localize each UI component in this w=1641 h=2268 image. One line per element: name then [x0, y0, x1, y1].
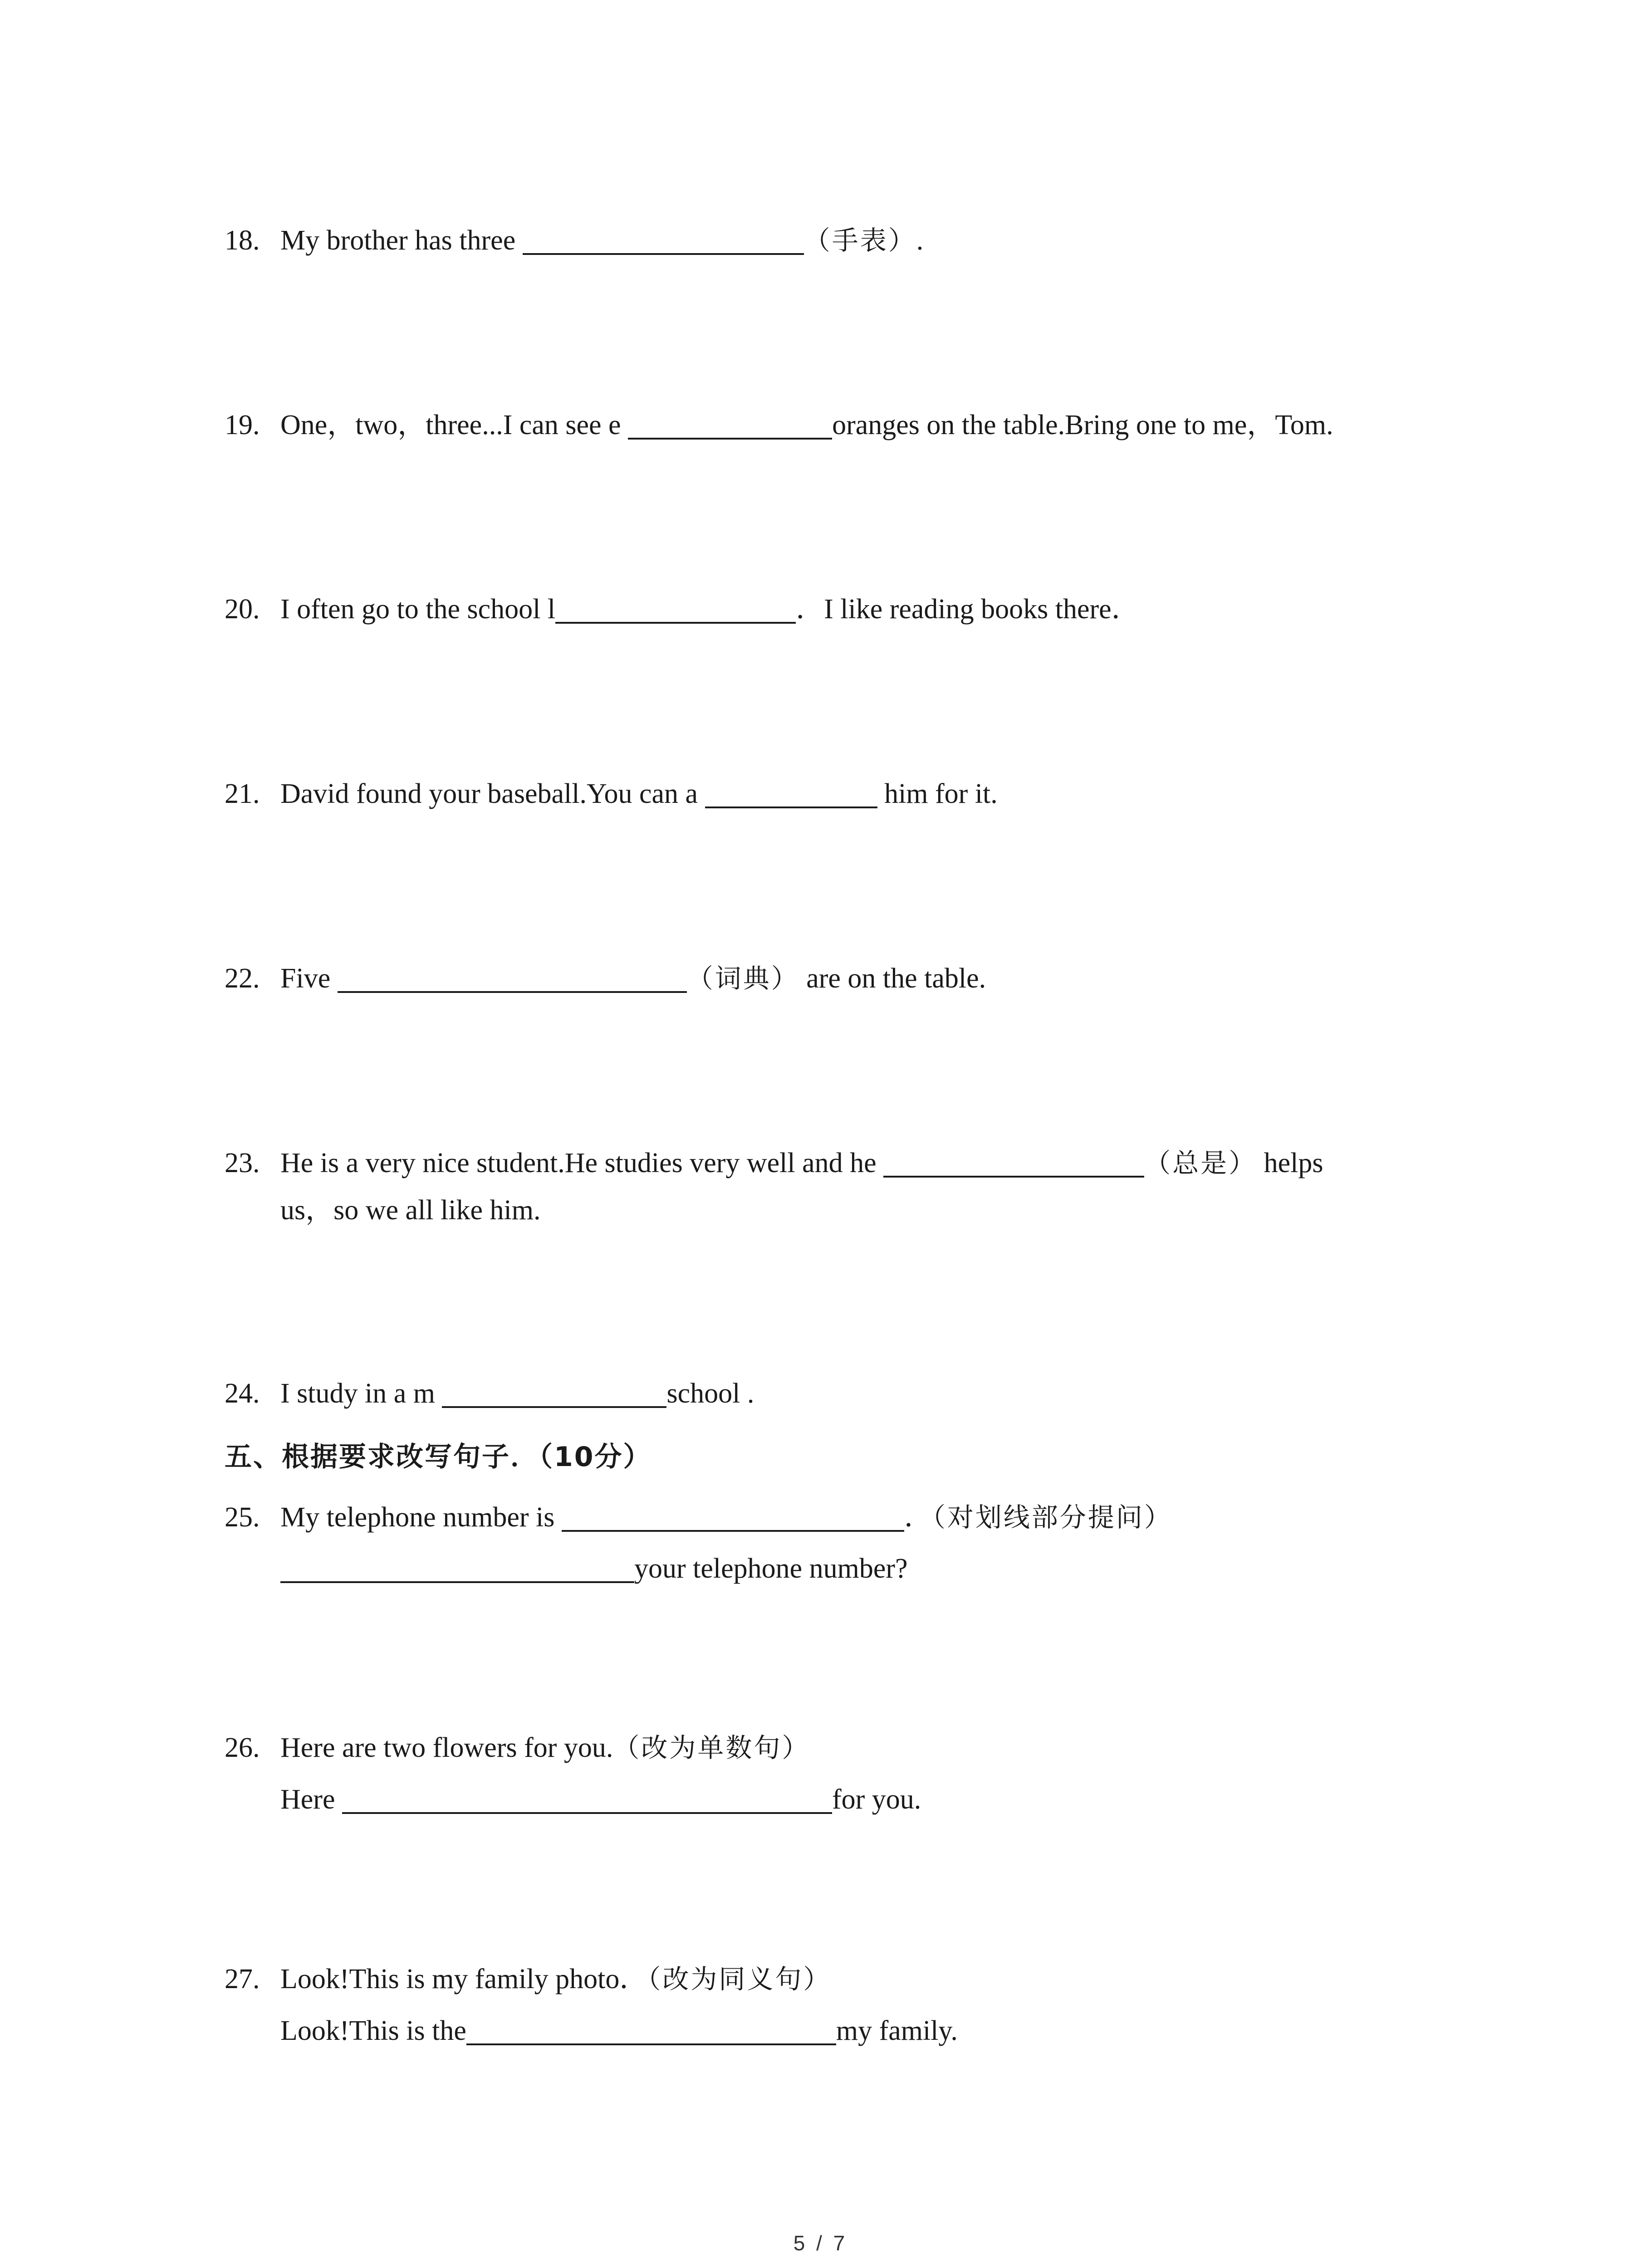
page-number: 5 / 7 — [793, 2231, 848, 2255]
question-text: David found your baseball.You can a — [280, 778, 705, 809]
section-heading: 五、根据要求改写句子．（10分） — [225, 1441, 652, 1473]
question-text: My telephone number is — [280, 1502, 562, 1533]
question-23 — [225, 1145, 1323, 1181]
question-26-line2 — [280, 1781, 921, 1818]
question-24 — [225, 1375, 754, 1412]
question-number: 24. — [225, 1378, 260, 1409]
question-number: 21. — [225, 778, 260, 809]
question-text-end: are on the table. — [799, 963, 986, 994]
question-25 — [225, 1499, 1172, 1535]
question-text-end: my family. — [836, 2015, 958, 2046]
answer-blank[interactable] — [523, 224, 804, 255]
question-22 — [225, 960, 986, 997]
hint-text: （改为单数句） — [613, 1732, 810, 1763]
question-18 — [225, 222, 923, 259]
question-text-end: for you. — [832, 1784, 921, 1815]
answer-blank[interactable] — [442, 1377, 666, 1408]
question-text-end: him for it. — [877, 778, 998, 809]
question-27 — [225, 1961, 831, 1997]
answer-blank[interactable] — [342, 1783, 832, 1814]
question-text: Here — [280, 1784, 342, 1815]
question-number: 18. — [225, 225, 260, 256]
answer-blank[interactable] — [562, 1501, 904, 1532]
question-number: 27. — [225, 1964, 260, 1994]
question-text-end: ． — [904, 1502, 932, 1533]
question-text-end: helps — [1257, 1148, 1323, 1178]
question-25-line2 — [280, 1550, 908, 1587]
question-text: Five — [280, 963, 338, 994]
hint-text: （总是） — [1144, 1148, 1257, 1178]
question-text-end: ．I like reading books there． — [796, 594, 1140, 625]
question-number: 25. — [225, 1502, 260, 1533]
question-20 — [225, 591, 1140, 627]
answer-blank[interactable] — [466, 2014, 836, 2045]
question-number: 22. — [225, 963, 260, 994]
answer-blank[interactable] — [883, 1147, 1144, 1178]
question-27-line2 — [280, 2013, 958, 2049]
question-21 — [225, 776, 998, 812]
answer-blank[interactable] — [338, 962, 687, 993]
answer-blank[interactable] — [555, 593, 796, 624]
question-text: Look!This is my family photo． — [280, 1964, 648, 1994]
answer-blank[interactable] — [705, 777, 877, 808]
question-text: Look!This is the — [280, 2015, 466, 2046]
hint-text: （手表） — [803, 225, 916, 256]
question-number: 20. — [225, 594, 260, 625]
question-text: One，two，three...I can see e — [280, 410, 628, 440]
question-19 — [225, 407, 1333, 443]
question-number: 26. — [225, 1732, 260, 1763]
answer-blank[interactable] — [628, 409, 832, 440]
hint-text: （对划线部分提问） — [932, 1502, 1172, 1533]
question-text: I often go to the school l — [280, 594, 556, 625]
question-text-end: school . — [666, 1378, 754, 1409]
question-number: 23. — [225, 1148, 260, 1178]
question-text: My brother has three — [280, 225, 523, 256]
question-26 — [225, 1730, 810, 1766]
question-text-end: oranges on the table.Bring one to me，Tom. — [832, 410, 1333, 440]
answer-blank[interactable] — [280, 1552, 634, 1583]
question-text-end: your telephone number? — [634, 1553, 908, 1584]
hint-text: （词典） — [686, 963, 799, 994]
question-23-line2: us，so we all like him. — [280, 1195, 541, 1226]
question-text-end: . — [916, 225, 924, 256]
question-text: Here are two flowers for you. — [280, 1732, 613, 1763]
hint-text: （改为同义句） — [647, 1964, 832, 1994]
question-number: 19. — [225, 410, 260, 440]
question-text: I study in a m — [280, 1378, 442, 1409]
question-text: He is a very nice student.He studies very well and he — [280, 1148, 884, 1178]
